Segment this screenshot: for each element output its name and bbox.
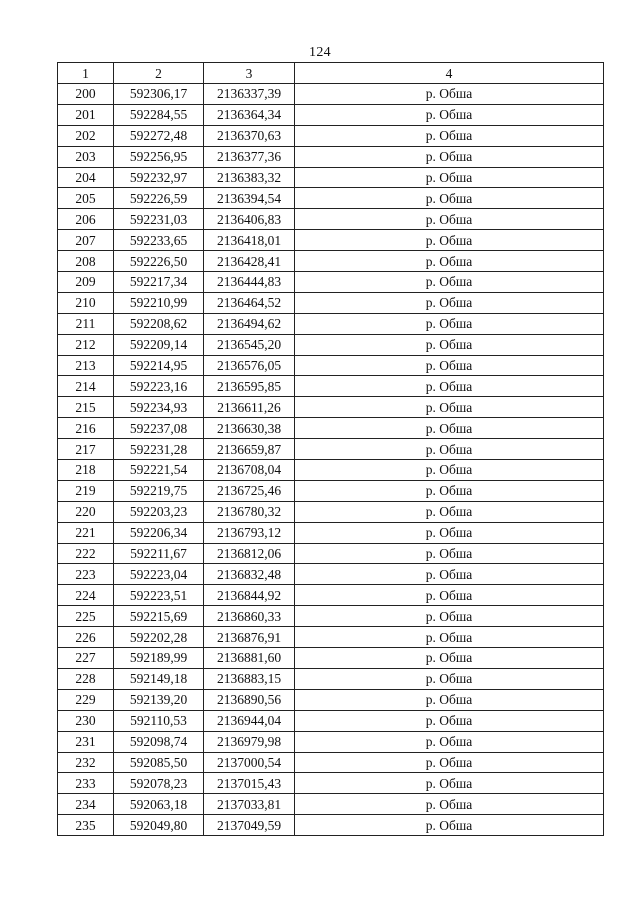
table-row <box>58 689 604 710</box>
cell-x-coordinate: 592203,23 <box>114 501 204 522</box>
cell-description: р. Обша <box>295 334 604 355</box>
cell-y-coordinate: 2136832,48 <box>204 564 295 585</box>
cell-y-coordinate: 2137000,54 <box>204 752 295 773</box>
cell-x-coordinate: 592234,93 <box>114 397 204 418</box>
cell-x-coordinate: 592214,95 <box>114 355 204 376</box>
cell-y-coordinate: 2136659,87 <box>204 439 295 460</box>
cell-point-number: 212 <box>58 334 114 355</box>
table-row <box>58 731 604 752</box>
cell-y-coordinate: 2136595,85 <box>204 376 295 397</box>
cell-point-number: 218 <box>58 460 114 481</box>
cell-x-coordinate: 592049,80 <box>114 815 204 836</box>
cell-description: р. Обша <box>295 460 604 481</box>
table-row <box>58 146 604 167</box>
cell-x-coordinate: 592208,62 <box>114 313 204 334</box>
coordinates-table <box>57 62 604 836</box>
cell-point-number: 211 <box>58 313 114 334</box>
cell-y-coordinate: 2136780,32 <box>204 501 295 522</box>
cell-point-number: 223 <box>58 564 114 585</box>
cell-y-coordinate: 2136418,01 <box>204 230 295 251</box>
cell-description: р. Обша <box>295 606 604 627</box>
table-row <box>58 397 604 418</box>
cell-description: р. Обша <box>295 355 604 376</box>
cell-y-coordinate: 2136394,54 <box>204 188 295 209</box>
cell-y-coordinate: 2136844,92 <box>204 585 295 606</box>
cell-point-number: 209 <box>58 272 114 293</box>
cell-x-coordinate: 592226,59 <box>114 188 204 209</box>
table-row <box>58 376 604 397</box>
table-row <box>58 125 604 146</box>
cell-x-coordinate: 592226,50 <box>114 251 204 272</box>
cell-point-number: 219 <box>58 480 114 501</box>
cell-y-coordinate: 2136464,52 <box>204 292 295 313</box>
cell-y-coordinate: 2136383,32 <box>204 167 295 188</box>
table-row <box>58 480 604 501</box>
cell-x-coordinate: 592110,53 <box>114 710 204 731</box>
cell-description: р. Обша <box>295 251 604 272</box>
cell-y-coordinate: 2136576,05 <box>204 355 295 376</box>
cell-description: р. Обша <box>295 418 604 439</box>
table-row <box>58 773 604 794</box>
cell-y-coordinate: 2136630,38 <box>204 418 295 439</box>
cell-description: р. Обша <box>295 522 604 543</box>
cell-y-coordinate: 2137049,59 <box>204 815 295 836</box>
cell-x-coordinate: 592232,97 <box>114 167 204 188</box>
cell-x-coordinate: 592211,67 <box>114 543 204 564</box>
cell-y-coordinate: 2136944,04 <box>204 710 295 731</box>
table-row <box>58 710 604 731</box>
cell-point-number: 202 <box>58 125 114 146</box>
cell-x-coordinate: 592085,50 <box>114 752 204 773</box>
cell-description: р. Обша <box>295 543 604 564</box>
table-row <box>58 460 604 481</box>
cell-point-number: 225 <box>58 606 114 627</box>
cell-x-coordinate: 592202,28 <box>114 627 204 648</box>
cell-description: р. Обша <box>295 480 604 501</box>
cell-description: р. Обша <box>295 648 604 669</box>
cell-x-coordinate: 592215,69 <box>114 606 204 627</box>
cell-point-number: 233 <box>58 773 114 794</box>
cell-description: р. Обша <box>295 564 604 585</box>
cell-point-number: 216 <box>58 418 114 439</box>
cell-description: р. Обша <box>295 585 604 606</box>
cell-description: р. Обша <box>295 773 604 794</box>
table-header-row <box>58 63 604 84</box>
cell-description: р. Обша <box>295 710 604 731</box>
cell-y-coordinate: 2136444,83 <box>204 272 295 293</box>
table-row <box>58 752 604 773</box>
cell-description: р. Обша <box>295 397 604 418</box>
cell-x-coordinate: 592189,99 <box>114 648 204 669</box>
cell-point-number: 224 <box>58 585 114 606</box>
cell-description: р. Обша <box>295 104 604 125</box>
cell-point-number: 213 <box>58 355 114 376</box>
cell-y-coordinate: 2137015,43 <box>204 773 295 794</box>
table-row <box>58 418 604 439</box>
cell-x-coordinate: 592206,34 <box>114 522 204 543</box>
cell-point-number: 207 <box>58 230 114 251</box>
cell-point-number: 232 <box>58 752 114 773</box>
cell-description: р. Обша <box>295 146 604 167</box>
cell-y-coordinate: 2136883,15 <box>204 668 295 689</box>
cell-y-coordinate: 2136428,41 <box>204 251 295 272</box>
cell-description: р. Обша <box>295 230 604 251</box>
cell-x-coordinate: 592063,18 <box>114 794 204 815</box>
cell-y-coordinate: 2136708,04 <box>204 460 295 481</box>
cell-y-coordinate: 2136494,62 <box>204 313 295 334</box>
cell-y-coordinate: 2137033,81 <box>204 794 295 815</box>
cell-y-coordinate: 2136370,63 <box>204 125 295 146</box>
cell-x-coordinate: 592231,28 <box>114 439 204 460</box>
cell-x-coordinate: 592149,18 <box>114 668 204 689</box>
cell-x-coordinate: 592209,14 <box>114 334 204 355</box>
column-header-number: 1 <box>58 63 114 84</box>
cell-description: р. Обша <box>295 501 604 522</box>
column-header-description: 4 <box>295 63 604 84</box>
table-row <box>58 627 604 648</box>
cell-y-coordinate: 2136860,33 <box>204 606 295 627</box>
cell-description: р. Обша <box>295 627 604 648</box>
table-row <box>58 292 604 313</box>
table-row <box>58 104 604 125</box>
cell-description: р. Обша <box>295 815 604 836</box>
cell-y-coordinate: 2136890,56 <box>204 689 295 710</box>
cell-x-coordinate: 592237,08 <box>114 418 204 439</box>
table-row <box>58 84 604 105</box>
table-row <box>58 606 604 627</box>
cell-x-coordinate: 592078,23 <box>114 773 204 794</box>
table-row <box>58 313 604 334</box>
cell-point-number: 234 <box>58 794 114 815</box>
table-row <box>58 439 604 460</box>
cell-x-coordinate: 592256,95 <box>114 146 204 167</box>
cell-x-coordinate: 592223,04 <box>114 564 204 585</box>
cell-description: р. Обша <box>295 752 604 773</box>
cell-x-coordinate: 592217,34 <box>114 272 204 293</box>
cell-point-number: 221 <box>58 522 114 543</box>
cell-point-number: 215 <box>58 397 114 418</box>
cell-y-coordinate: 2136812,06 <box>204 543 295 564</box>
table-row <box>58 522 604 543</box>
cell-y-coordinate: 2136725,46 <box>204 480 295 501</box>
table-row <box>58 188 604 209</box>
cell-point-number: 222 <box>58 543 114 564</box>
cell-y-coordinate: 2136337,39 <box>204 84 295 105</box>
table-row <box>58 167 604 188</box>
cell-y-coordinate: 2136364,34 <box>204 104 295 125</box>
cell-description: р. Обша <box>295 439 604 460</box>
cell-y-coordinate: 2136979,98 <box>204 731 295 752</box>
cell-point-number: 203 <box>58 146 114 167</box>
table-row <box>58 543 604 564</box>
cell-point-number: 214 <box>58 376 114 397</box>
cell-description: р. Обша <box>295 668 604 689</box>
table-row <box>58 355 604 376</box>
cell-x-coordinate: 592272,48 <box>114 125 204 146</box>
cell-description: р. Обша <box>295 376 604 397</box>
cell-x-coordinate: 592223,16 <box>114 376 204 397</box>
cell-description: р. Обша <box>295 209 604 230</box>
cell-x-coordinate: 592223,51 <box>114 585 204 606</box>
table-row <box>58 334 604 355</box>
table-row <box>58 648 604 669</box>
cell-description: р. Обша <box>295 84 604 105</box>
cell-y-coordinate: 2136793,12 <box>204 522 295 543</box>
cell-x-coordinate: 592098,74 <box>114 731 204 752</box>
table-row <box>58 230 604 251</box>
cell-point-number: 220 <box>58 501 114 522</box>
cell-description: р. Обша <box>295 125 604 146</box>
cell-x-coordinate: 592231,03 <box>114 209 204 230</box>
cell-point-number: 226 <box>58 627 114 648</box>
table-row <box>58 564 604 585</box>
table-row <box>58 209 604 230</box>
cell-x-coordinate: 592210,99 <box>114 292 204 313</box>
page-number: 124 <box>309 45 331 60</box>
cell-y-coordinate: 2136881,60 <box>204 648 295 669</box>
cell-description: р. Обша <box>295 272 604 293</box>
cell-y-coordinate: 2136377,36 <box>204 146 295 167</box>
cell-point-number: 204 <box>58 167 114 188</box>
cell-description: р. Обша <box>295 794 604 815</box>
cell-point-number: 217 <box>58 439 114 460</box>
cell-x-coordinate: 592233,65 <box>114 230 204 251</box>
cell-x-coordinate: 592284,55 <box>114 104 204 125</box>
cell-point-number: 235 <box>58 815 114 836</box>
table-row <box>58 585 604 606</box>
cell-y-coordinate: 2136611,26 <box>204 397 295 418</box>
cell-point-number: 230 <box>58 710 114 731</box>
cell-point-number: 201 <box>58 104 114 125</box>
table-body <box>58 84 604 836</box>
cell-y-coordinate: 2136876,91 <box>204 627 295 648</box>
cell-x-coordinate: 592221,54 <box>114 460 204 481</box>
cell-point-number: 228 <box>58 668 114 689</box>
cell-description: р. Обша <box>295 689 604 710</box>
cell-description: р. Обша <box>295 188 604 209</box>
cell-point-number: 208 <box>58 251 114 272</box>
column-header-x: 2 <box>114 63 204 84</box>
table-row <box>58 501 604 522</box>
cell-y-coordinate: 2136406,83 <box>204 209 295 230</box>
cell-x-coordinate: 592219,75 <box>114 480 204 501</box>
cell-point-number: 205 <box>58 188 114 209</box>
cell-description: р. Обша <box>295 313 604 334</box>
table-row <box>58 794 604 815</box>
cell-point-number: 200 <box>58 84 114 105</box>
table-row <box>58 815 604 836</box>
cell-y-coordinate: 2136545,20 <box>204 334 295 355</box>
cell-point-number: 231 <box>58 731 114 752</box>
cell-x-coordinate: 592306,17 <box>114 84 204 105</box>
table-row <box>58 668 604 689</box>
cell-point-number: 210 <box>58 292 114 313</box>
cell-point-number: 229 <box>58 689 114 710</box>
cell-description: р. Обша <box>295 731 604 752</box>
cell-point-number: 206 <box>58 209 114 230</box>
column-header-y: 3 <box>204 63 295 84</box>
cell-point-number: 227 <box>58 648 114 669</box>
cell-description: р. Обша <box>295 167 604 188</box>
table-row <box>58 251 604 272</box>
table-row <box>58 272 604 293</box>
cell-x-coordinate: 592139,20 <box>114 689 204 710</box>
cell-description: р. Обша <box>295 292 604 313</box>
